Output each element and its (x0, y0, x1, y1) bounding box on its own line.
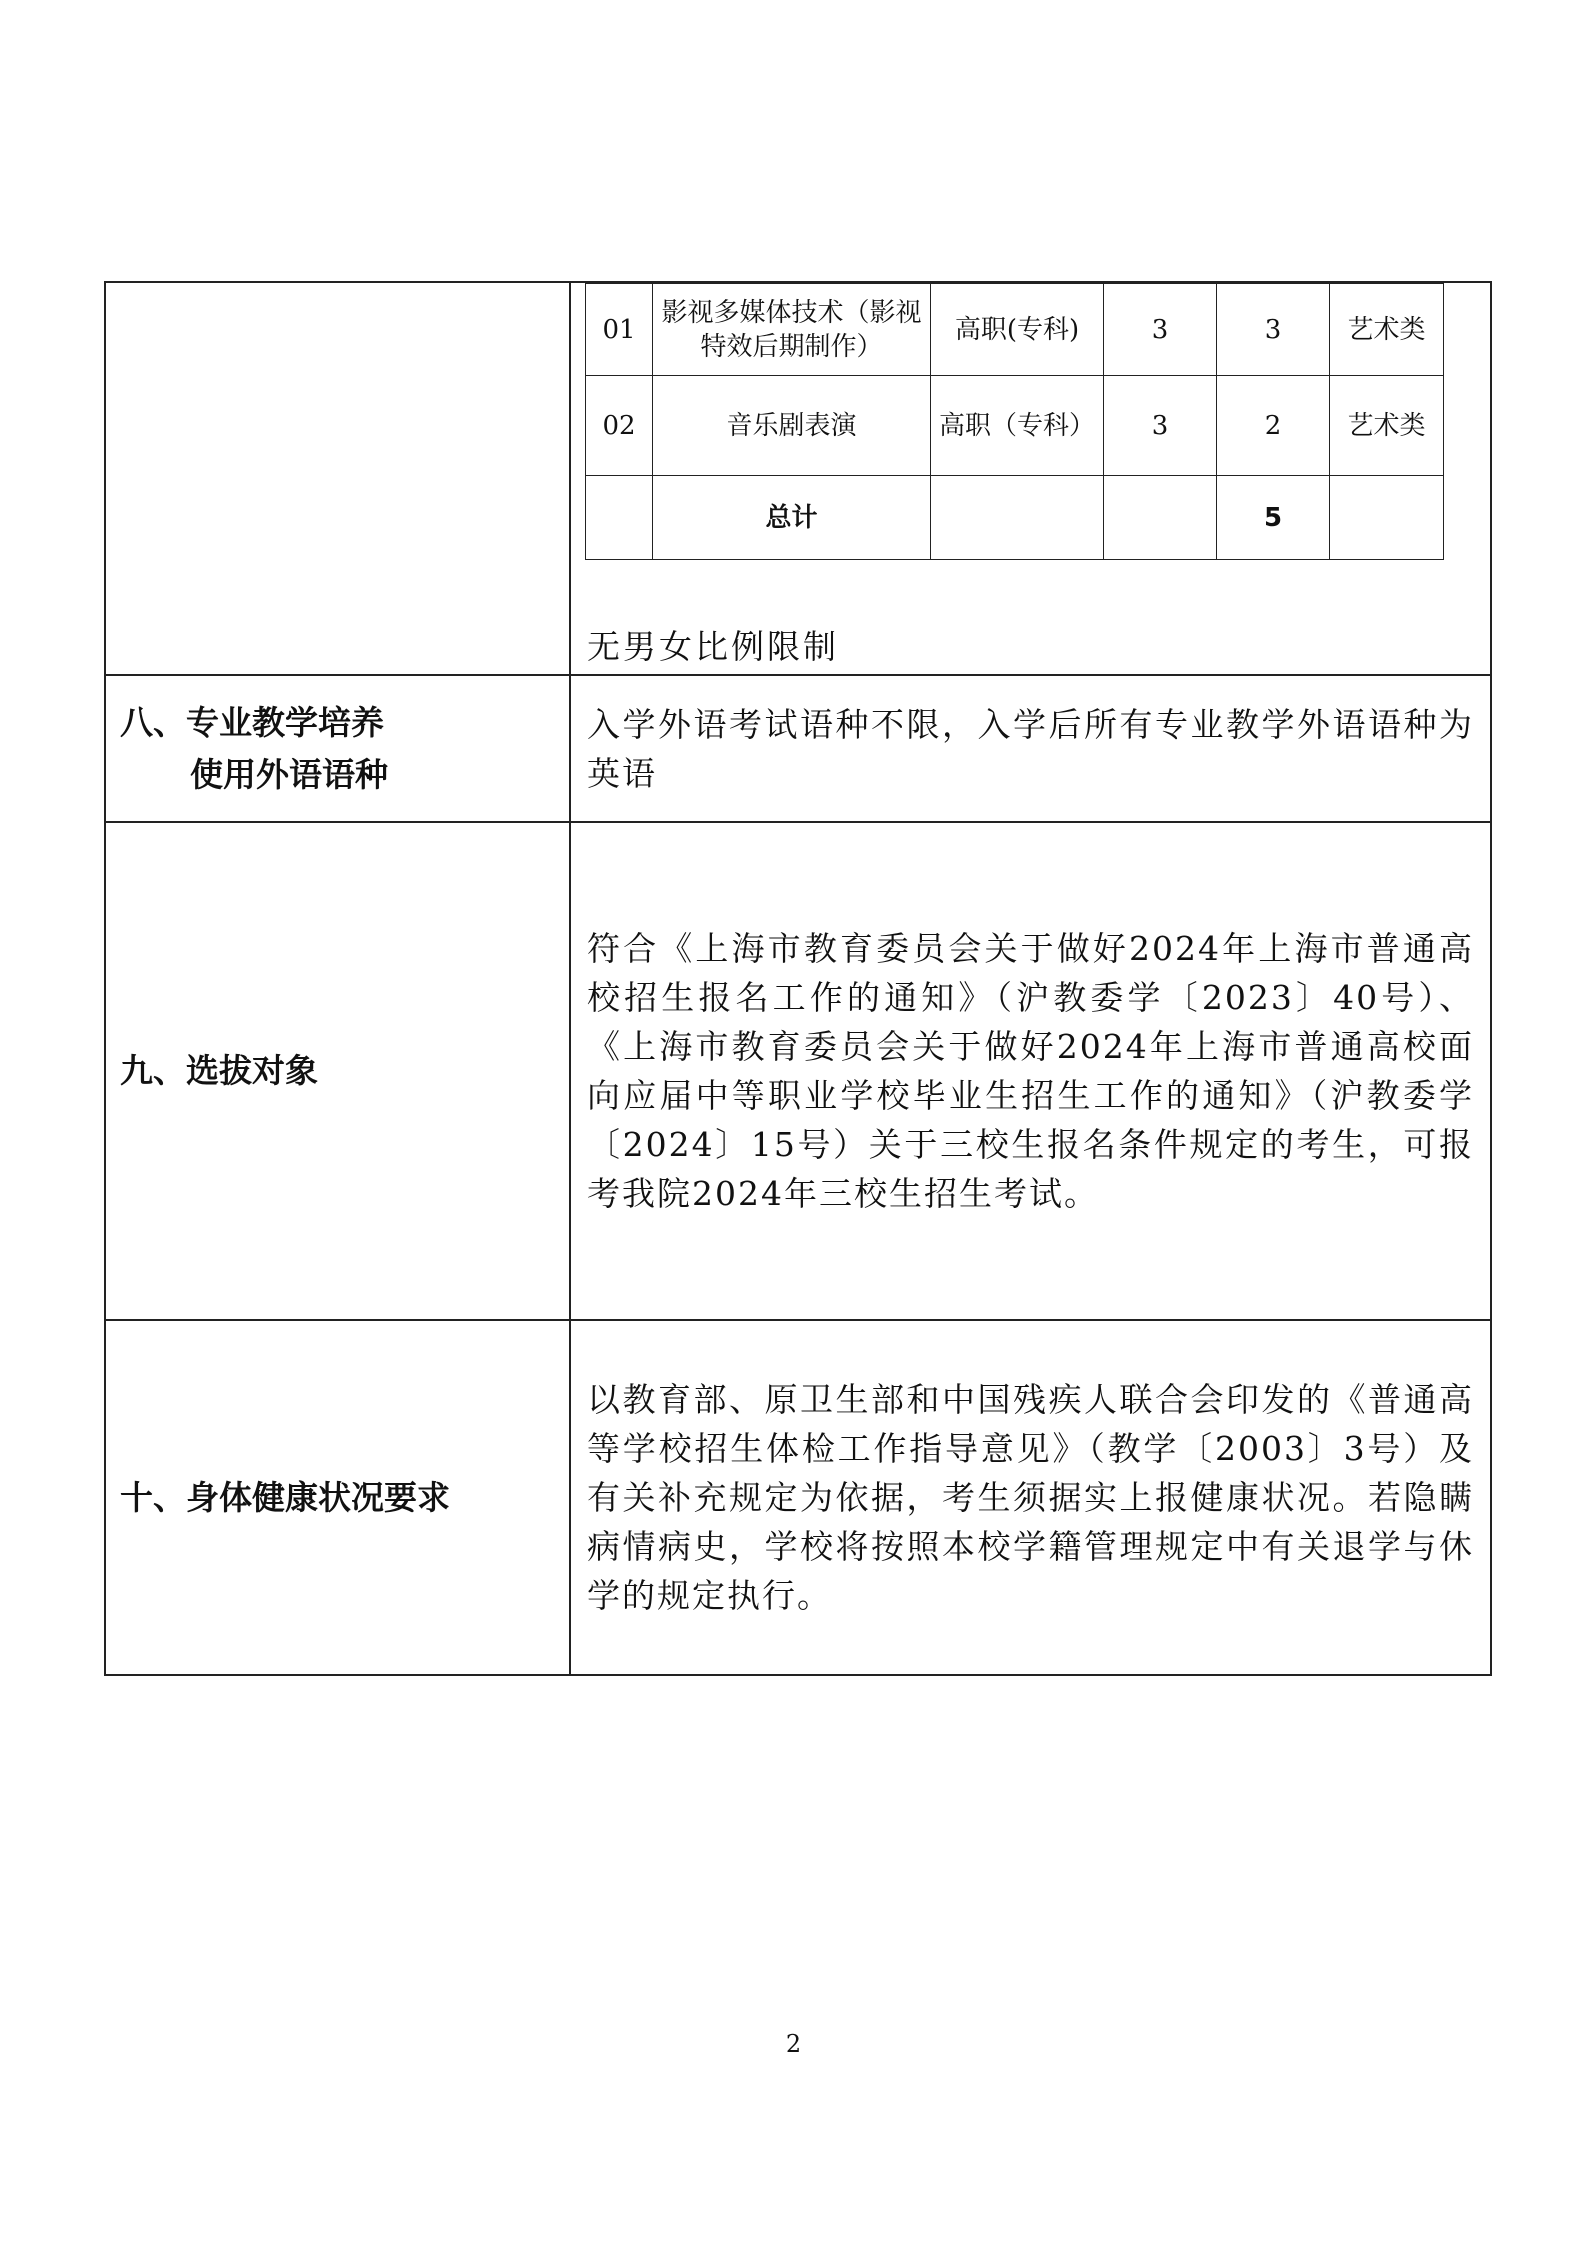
total-quota: 5 (1217, 476, 1330, 560)
empty-cell (931, 476, 1104, 560)
major-category: 艺术类 (1330, 284, 1444, 376)
study-years: 3 (1104, 376, 1217, 476)
section-content: 入学外语考试语种不限，入学后所有专业教学外语语种为英语 (570, 675, 1491, 822)
major-code: 02 (586, 376, 653, 476)
study-years: 3 (1104, 284, 1217, 376)
enrollment-quota: 3 (1217, 284, 1330, 376)
section-label (105, 675, 570, 822)
label-line: 八、专业教学培养 (120, 702, 384, 742)
page-number: 2 (785, 2030, 802, 2058)
empty-cell (1330, 476, 1444, 560)
enrollment-quota: 2 (1217, 376, 1330, 476)
section-label: 十、身体健康状况要求 (105, 1320, 570, 1675)
empty-cell (1104, 476, 1217, 560)
section-content: 符合《上海市教育委员会关于做好2024年上海市普通高校招生报名工作的通知》（沪教委学〔2023〕40号）、《上海市教育委员会关于做好2024年上海市普通高校面向应届中等职业学校毕业生招生工作的通知》（沪教委学〔2024〕15号）关于三校生报名条件规定的考生，可报考我院2024年三校生招生考试。 (570, 822, 1491, 1320)
study-level: 高职（专科） (931, 376, 1104, 476)
study-level: 高职(专科) (931, 284, 1104, 376)
major-name: 音乐剧表演 (653, 376, 931, 476)
total-row (586, 476, 1444, 560)
table-row (105, 282, 1491, 675)
table-row (105, 1320, 1491, 1675)
admission-info-table (104, 281, 1492, 1676)
section-label: 九、选拔对象 (105, 822, 570, 1320)
table-row (105, 822, 1491, 1320)
total-label: 总计 (653, 476, 931, 560)
major-code: 01 (586, 284, 653, 376)
empty-label-cell (105, 282, 570, 675)
empty-cell (586, 476, 653, 560)
major-category: 艺术类 (1330, 376, 1444, 476)
table-row (105, 675, 1491, 822)
enrollment-plan-table (585, 283, 1444, 560)
label-line: 使用外语语种 (190, 754, 388, 794)
gender-ratio-note: 无男女比例限制 (587, 627, 839, 666)
table-row (586, 284, 1444, 376)
enrollment-cell (570, 282, 1491, 675)
major-name: 影视多媒体技术（影视特效后期制作） (653, 284, 931, 376)
table-row (586, 376, 1444, 476)
section-content: 以教育部、原卫生部和中国残疾人联合会印发的《普通高等学校招生体检工作指导意见》（教学〔2003〕3号）及有关补充规定为依据，考生须据实上报健康状况。若隐瞒病情病史，学校将按照本校学籍管理规定中有关退学与休学的规定执行。 (570, 1320, 1491, 1675)
